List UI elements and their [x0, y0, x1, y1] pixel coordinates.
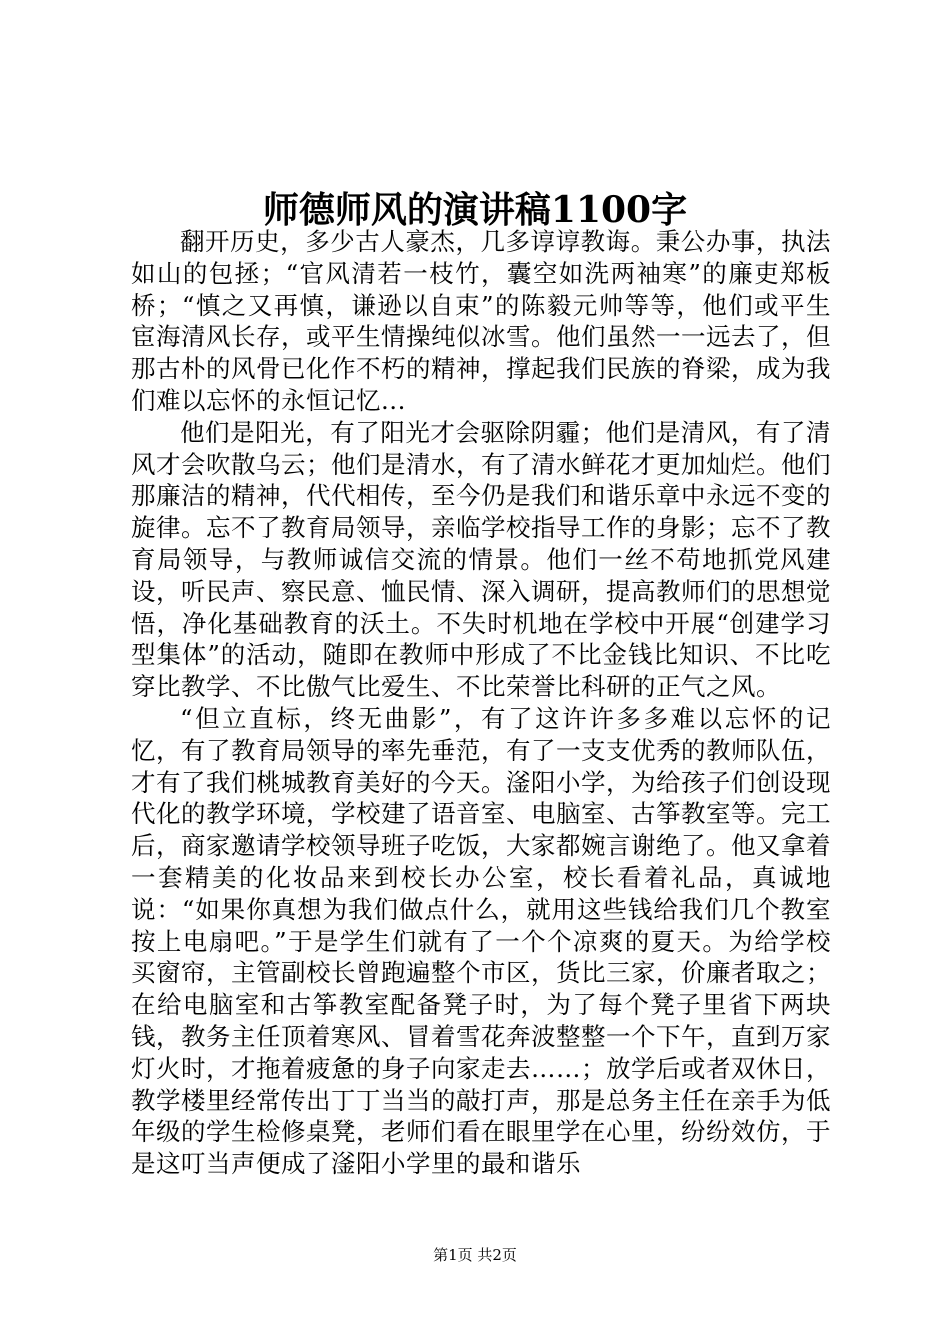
document-body [131, 226, 831, 1180]
paragraph-2: 他们是阳光，有了阳光才会驱除阴霾；他们是清风，有了清风才会吹散乌云；他们是清水，有了清水鲜花才更加灿烂。他们那廉洁的精神，代代相传，至今仍是我们和谐乐章中永远不变的旋律。忘不了教育局领导，亲临学校指导工作的身影；忘不了教育局领导，与教师诚信交流的情景。他们一丝不苟地抓党风建设，听民声、察民意、恤民情、深入调研，提高教师们的思想觉悟，净化基础教育的沃土。不失时机地在学校中开展“创建学习型集体”的活动，随即在教师中形成了不比金钱比知识、不比吃穿比教学、不比傲气比爱生、不比荣誉比科研的正气之风。 [131, 417, 831, 702]
paragraph-1: 翻开历史，多少古人豪杰，几多谆谆教诲。秉公办事，执法如山的包拯；“官风清若一枝竹，囊空如洗两袖寒”的廉吏郑板桥；“慎之又再慎，谦逊以自束”的陈毅元帅等等，他们或平生宦海清风长存，或平生情操纯似冰雪。他们虽然一一远去了，但那古朴的风骨已化作不朽的精神，撑起我们民族的脊梁，成为我们难以忘怀的永恒记忆... [131, 227, 831, 415]
page-number-footer: 第1页 共2页 [433, 1246, 517, 1264]
paragraph-3: “但立直标，终无曲影”，有了这许许多多难以忘怀的记忆，有了教育局领导的率先垂范，有了一支支优秀的教师队伍，才有了我们桃城教育美好的今天。滏阳小学，为给孩子们创设现代化的教学环境，学校建了语音室、电脑室、古筝教室等。完工后，商家邀请学校领导班子吃饭，大家都婉言谢绝了。他又拿着一套精美的化妆品来到校长办公室，校长看着礼品，真诚地说：“如果你真想为我们做点什么，就用这些钱给我们几个教室按上电扇吧。”于是学生们就有了一个个凉爽的夏天。为给学校买窗帘，主管副校长曾跑遍整个市区，货比三家，价廉者取之；在给电脑室和古筝教室配备凳子时，为了每个凳子里省下两块钱，教务主任顶着寒风、冒着雪花奔波整整一个下午，直到万家灯火时，才拖着疲惫的身子向家走去……；放学后或者双休日，教学楼里经常传出丁丁当当的敲打声，那是总务主任在亲手为低年级的学生检修桌凳，老师们看在眼里学在心里，纷纷效仿，于是这叮当声便成了滏阳小学里的最和谐乐 [131, 703, 831, 1179]
document-title: 师德师风的演讲稿1100字 [262, 189, 688, 231]
